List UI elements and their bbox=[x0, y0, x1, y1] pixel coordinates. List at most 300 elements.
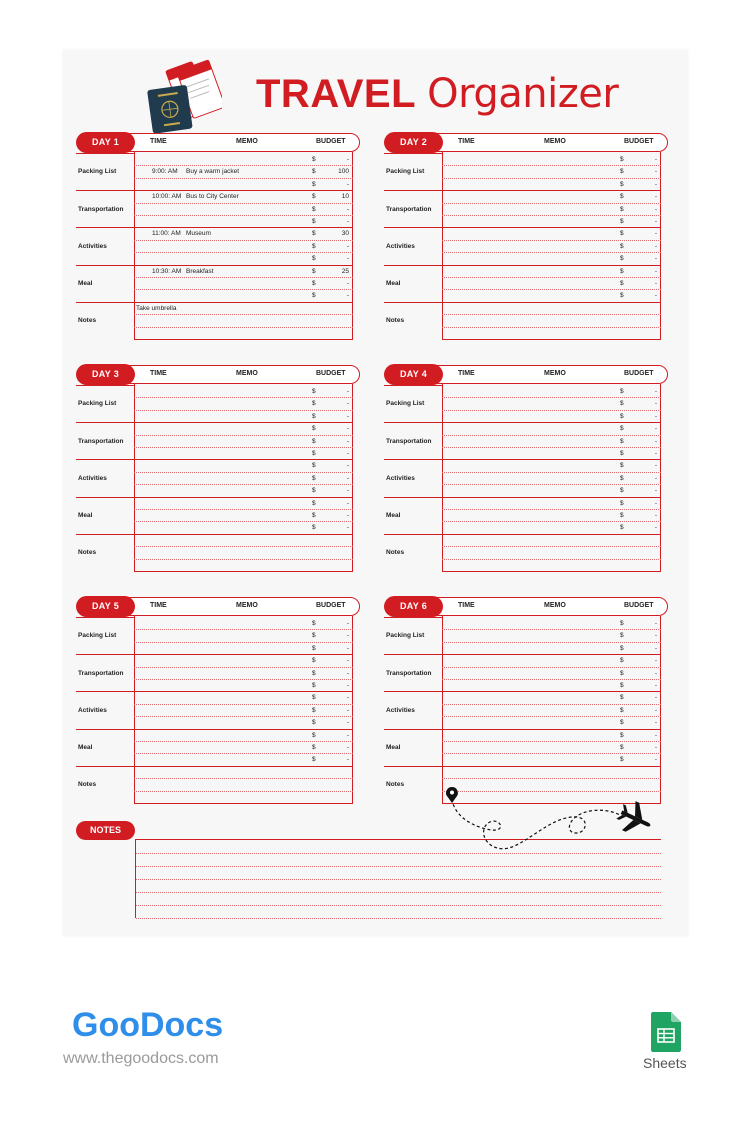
row-time: 9:00: AM bbox=[152, 168, 178, 176]
budget-row[interactable] bbox=[134, 485, 353, 497]
row-amount: - bbox=[654, 180, 657, 188]
day-note-row[interactable] bbox=[134, 560, 353, 572]
row-amount: - bbox=[654, 292, 657, 300]
day-header bbox=[76, 364, 360, 386]
row-amount: - bbox=[346, 280, 349, 287]
currency-symbol: $ bbox=[620, 255, 624, 263]
category-label: Meal bbox=[78, 280, 93, 287]
category-divider bbox=[76, 691, 134, 692]
budget-row[interactable] bbox=[134, 266, 353, 278]
currency-symbol: $ bbox=[620, 731, 624, 739]
site-url[interactable]: www.thegoodocs.com bbox=[63, 1050, 219, 1067]
row-amount: - bbox=[346, 682, 349, 689]
category-divider bbox=[384, 265, 442, 266]
budget-column-header: BUDGET bbox=[316, 370, 346, 377]
budget-row[interactable] bbox=[442, 436, 661, 448]
category-label: Notes bbox=[78, 781, 97, 789]
day-note-row[interactable] bbox=[442, 328, 661, 340]
currency-symbol: $ bbox=[312, 462, 316, 470]
row-amount: - bbox=[346, 499, 349, 507]
budget-row[interactable] bbox=[134, 241, 353, 253]
category-label: Notes bbox=[386, 549, 405, 557]
budget-row[interactable] bbox=[442, 730, 661, 742]
notes-section-label: NOTES bbox=[76, 821, 135, 840]
currency-symbol: $ bbox=[312, 267, 316, 275]
currency-symbol: $ bbox=[620, 168, 624, 176]
row-amount: - bbox=[654, 632, 657, 640]
currency-symbol: $ bbox=[312, 657, 316, 665]
row-amount: - bbox=[654, 437, 657, 445]
currency-symbol: $ bbox=[312, 524, 316, 532]
budget-row[interactable] bbox=[442, 278, 661, 290]
notes-line[interactable] bbox=[136, 879, 661, 880]
notes-line[interactable] bbox=[136, 866, 661, 867]
row-amount: - bbox=[346, 620, 349, 627]
day-header bbox=[384, 596, 668, 618]
category-label: Transportation bbox=[386, 437, 432, 445]
budget-row[interactable] bbox=[442, 692, 661, 704]
currency-symbol: $ bbox=[312, 205, 316, 213]
budget-row[interactable] bbox=[442, 498, 661, 510]
currency-symbol: $ bbox=[620, 156, 624, 163]
budget-row[interactable] bbox=[134, 717, 353, 729]
budget-row[interactable] bbox=[134, 179, 353, 191]
row-amount: - bbox=[346, 719, 349, 727]
currency-symbol: $ bbox=[312, 694, 316, 702]
budget-row[interactable] bbox=[442, 717, 661, 729]
budget-row[interactable] bbox=[134, 278, 353, 290]
day-header bbox=[384, 132, 668, 154]
budget-row[interactable] bbox=[442, 680, 661, 692]
row-amount: - bbox=[346, 156, 349, 163]
row-amount: - bbox=[346, 292, 349, 300]
category-label: Transportation bbox=[386, 205, 432, 213]
category-label: Meal bbox=[386, 512, 401, 519]
category-divider bbox=[384, 766, 442, 767]
currency-symbol: $ bbox=[312, 292, 316, 300]
budget-row[interactable] bbox=[442, 485, 661, 497]
budget-row[interactable] bbox=[442, 154, 661, 166]
currency-symbol: $ bbox=[620, 193, 624, 201]
budget-row[interactable] bbox=[442, 398, 661, 410]
day-block bbox=[384, 364, 668, 572]
category-divider bbox=[76, 422, 134, 423]
currency-symbol: $ bbox=[620, 499, 624, 507]
category-divider bbox=[384, 227, 442, 228]
budget-row[interactable] bbox=[442, 668, 661, 680]
budget-row[interactable] bbox=[134, 436, 353, 448]
category-label: Meal bbox=[386, 280, 401, 287]
category-label: Packing List bbox=[78, 168, 117, 176]
category-divider bbox=[384, 729, 442, 730]
row-amount: - bbox=[654, 756, 657, 764]
budget-row[interactable] bbox=[134, 166, 353, 178]
row-amount: - bbox=[654, 694, 657, 702]
budget-row[interactable] bbox=[134, 630, 353, 642]
category-divider bbox=[76, 227, 134, 228]
category-divider bbox=[384, 459, 442, 460]
row-amount: - bbox=[654, 524, 657, 532]
day-block bbox=[76, 364, 360, 572]
currency-symbol: $ bbox=[620, 230, 624, 238]
category-label: Packing List bbox=[386, 400, 425, 408]
row-amount: - bbox=[654, 412, 657, 420]
currency-symbol: $ bbox=[620, 450, 624, 457]
currency-symbol: $ bbox=[312, 218, 316, 225]
day-note-row[interactable] bbox=[134, 315, 353, 327]
currency-symbol: $ bbox=[312, 400, 316, 408]
day-label: DAY 3 bbox=[76, 364, 135, 385]
currency-symbol: $ bbox=[620, 388, 624, 395]
goodocs-logo[interactable]: GooDocs bbox=[72, 1006, 224, 1044]
budget-row[interactable] bbox=[134, 742, 353, 754]
row-amount: - bbox=[346, 425, 349, 433]
day-note-text: Take umbrella bbox=[136, 304, 177, 312]
category-label: Notes bbox=[386, 317, 405, 325]
row-amount: - bbox=[654, 719, 657, 727]
currency-symbol: $ bbox=[312, 719, 316, 727]
day-note-row[interactable] bbox=[134, 535, 353, 547]
row-amount: - bbox=[654, 462, 657, 470]
budget-row[interactable] bbox=[134, 423, 353, 435]
day-note-row[interactable] bbox=[442, 560, 661, 572]
row-amount: - bbox=[654, 487, 657, 495]
currency-symbol: $ bbox=[312, 425, 316, 433]
row-amount: - bbox=[346, 512, 349, 519]
row-amount: - bbox=[346, 669, 349, 677]
currency-symbol: $ bbox=[620, 719, 624, 727]
currency-symbol: $ bbox=[312, 242, 316, 250]
memo-column-header: MEMO bbox=[544, 602, 566, 609]
sheets-label: Sheets bbox=[643, 1055, 687, 1071]
day-note-row[interactable] bbox=[134, 547, 353, 559]
budget-row[interactable] bbox=[442, 705, 661, 717]
day-label: DAY 2 bbox=[384, 132, 443, 153]
budget-row[interactable] bbox=[442, 241, 661, 253]
category-divider bbox=[384, 422, 442, 423]
page-title bbox=[256, 70, 618, 118]
day-header bbox=[76, 596, 360, 618]
budget-row[interactable] bbox=[134, 473, 353, 485]
day-note-row[interactable] bbox=[134, 779, 353, 791]
budget-row[interactable] bbox=[442, 228, 661, 240]
budget-row[interactable] bbox=[134, 655, 353, 667]
memo-column-header: MEMO bbox=[236, 370, 258, 377]
currency-symbol: $ bbox=[312, 620, 316, 627]
row-amount: - bbox=[346, 180, 349, 188]
category-label: Packing List bbox=[386, 632, 425, 640]
row-amount: - bbox=[346, 400, 349, 408]
category-divider bbox=[76, 729, 134, 730]
currency-symbol: $ bbox=[312, 168, 316, 176]
budget-row[interactable] bbox=[442, 643, 661, 655]
budget-row[interactable] bbox=[442, 510, 661, 522]
budget-row[interactable] bbox=[134, 705, 353, 717]
category-label: Transportation bbox=[78, 669, 124, 677]
title-light-part: Organizer bbox=[427, 71, 619, 117]
category-divider bbox=[384, 385, 442, 386]
budget-row[interactable] bbox=[134, 522, 353, 534]
day-note-row[interactable] bbox=[442, 303, 661, 315]
currency-symbol: $ bbox=[620, 462, 624, 470]
day-label: DAY 5 bbox=[76, 596, 135, 617]
day-note-row[interactable] bbox=[442, 535, 661, 547]
row-amount: - bbox=[654, 255, 657, 263]
day-block bbox=[76, 596, 360, 804]
currency-symbol: $ bbox=[620, 280, 624, 287]
budget-column-header: BUDGET bbox=[624, 602, 654, 609]
row-amount: - bbox=[654, 156, 657, 163]
row-amount: - bbox=[654, 744, 657, 751]
currency-symbol: $ bbox=[620, 437, 624, 445]
budget-row[interactable] bbox=[134, 668, 353, 680]
row-amount: - bbox=[346, 731, 349, 739]
row-amount: - bbox=[654, 474, 657, 482]
currency-symbol: $ bbox=[312, 744, 316, 751]
category-label: Activities bbox=[78, 706, 107, 714]
budget-row[interactable] bbox=[442, 191, 661, 203]
currency-symbol: $ bbox=[312, 499, 316, 507]
day-note-row[interactable] bbox=[134, 767, 353, 779]
time-column-header: TIME bbox=[458, 370, 475, 377]
day-note-row[interactable] bbox=[134, 328, 353, 340]
budget-row[interactable] bbox=[442, 423, 661, 435]
currency-symbol: $ bbox=[312, 280, 316, 287]
category-label: Meal bbox=[386, 744, 401, 751]
budget-row[interactable] bbox=[134, 216, 353, 228]
budget-row[interactable] bbox=[442, 522, 661, 534]
currency-symbol: $ bbox=[312, 682, 316, 689]
currency-symbol: $ bbox=[312, 669, 316, 677]
currency-symbol: $ bbox=[312, 487, 316, 495]
day-note-row[interactable] bbox=[134, 303, 353, 315]
row-amount: - bbox=[654, 242, 657, 250]
currency-symbol: $ bbox=[620, 474, 624, 482]
row-amount: - bbox=[654, 644, 657, 652]
budget-row[interactable] bbox=[134, 510, 353, 522]
category-label: Notes bbox=[78, 317, 97, 325]
day-note-row[interactable] bbox=[442, 547, 661, 559]
category-divider bbox=[76, 534, 134, 535]
day-label: DAY 4 bbox=[384, 364, 443, 385]
row-amount: - bbox=[346, 744, 349, 751]
currency-symbol: $ bbox=[620, 512, 624, 519]
category-divider bbox=[76, 265, 134, 266]
budget-row[interactable] bbox=[134, 754, 353, 766]
budget-row[interactable] bbox=[442, 618, 661, 630]
row-amount: - bbox=[346, 694, 349, 702]
row-amount: 30 bbox=[341, 230, 349, 238]
budget-row[interactable] bbox=[134, 154, 353, 166]
budget-row[interactable] bbox=[134, 730, 353, 742]
budget-row[interactable] bbox=[134, 618, 353, 630]
row-amount: - bbox=[346, 462, 349, 470]
row-amount: - bbox=[654, 230, 657, 238]
memo-column-header: MEMO bbox=[544, 370, 566, 377]
category-label: Activities bbox=[78, 242, 107, 250]
row-memo: Bus to City Center bbox=[186, 193, 239, 201]
row-amount: - bbox=[346, 388, 349, 395]
budget-row[interactable] bbox=[134, 290, 353, 302]
row-amount: - bbox=[654, 168, 657, 176]
day-note-row[interactable] bbox=[442, 767, 661, 779]
budget-row[interactable] bbox=[442, 290, 661, 302]
currency-symbol: $ bbox=[620, 706, 624, 714]
row-memo: Museum bbox=[186, 230, 211, 238]
day-header bbox=[76, 132, 360, 154]
budget-row[interactable] bbox=[134, 253, 353, 265]
row-amount: - bbox=[654, 425, 657, 433]
category-label: Transportation bbox=[78, 205, 124, 213]
category-label: Activities bbox=[386, 474, 415, 482]
category-divider bbox=[76, 385, 134, 386]
category-divider bbox=[76, 654, 134, 655]
budget-row[interactable] bbox=[442, 411, 661, 423]
budget-row[interactable] bbox=[442, 253, 661, 265]
day-header bbox=[384, 364, 668, 386]
budget-row[interactable] bbox=[442, 179, 661, 191]
row-amount: - bbox=[654, 388, 657, 395]
row-amount: - bbox=[346, 487, 349, 495]
budget-row[interactable] bbox=[442, 754, 661, 766]
currency-symbol: $ bbox=[620, 669, 624, 677]
budget-row[interactable] bbox=[134, 191, 353, 203]
row-amount: - bbox=[346, 632, 349, 640]
budget-row[interactable] bbox=[134, 460, 353, 472]
google-sheets-icon[interactable] bbox=[651, 1012, 681, 1052]
budget-column-header: BUDGET bbox=[624, 370, 654, 377]
currency-symbol: $ bbox=[620, 400, 624, 408]
category-label: Transportation bbox=[78, 437, 124, 445]
budget-row[interactable] bbox=[134, 692, 353, 704]
row-amount: - bbox=[654, 669, 657, 677]
budget-row[interactable] bbox=[442, 266, 661, 278]
budget-row[interactable] bbox=[134, 498, 353, 510]
row-amount: - bbox=[346, 644, 349, 652]
row-amount: - bbox=[654, 400, 657, 408]
budget-row[interactable] bbox=[134, 386, 353, 398]
row-amount: - bbox=[346, 205, 349, 213]
row-amount: - bbox=[346, 218, 349, 225]
budget-row[interactable] bbox=[442, 460, 661, 472]
budget-row[interactable] bbox=[442, 216, 661, 228]
budget-row[interactable] bbox=[442, 204, 661, 216]
currency-symbol: $ bbox=[620, 744, 624, 751]
budget-row[interactable] bbox=[442, 166, 661, 178]
row-amount: 25 bbox=[341, 267, 349, 275]
category-label: Packing List bbox=[78, 400, 117, 408]
currency-symbol: $ bbox=[620, 682, 624, 689]
row-amount: - bbox=[654, 512, 657, 519]
title-bold-part: TRAVEL bbox=[256, 72, 417, 116]
budget-row[interactable] bbox=[442, 448, 661, 460]
row-amount: - bbox=[654, 205, 657, 213]
currency-symbol: $ bbox=[312, 388, 316, 395]
day-note-row[interactable] bbox=[442, 315, 661, 327]
category-divider bbox=[76, 766, 134, 767]
budget-row[interactable] bbox=[134, 228, 353, 240]
notes-line[interactable] bbox=[136, 918, 661, 919]
row-amount: - bbox=[654, 731, 657, 739]
budget-row[interactable] bbox=[442, 742, 661, 754]
category-divider bbox=[76, 617, 134, 618]
currency-symbol: $ bbox=[620, 644, 624, 652]
time-column-header: TIME bbox=[458, 602, 475, 609]
currency-symbol: $ bbox=[620, 267, 624, 275]
row-memo: Buy a warm jacket bbox=[186, 168, 240, 176]
day-block bbox=[384, 596, 668, 804]
row-amount: - bbox=[346, 706, 349, 714]
budget-row[interactable] bbox=[442, 630, 661, 642]
time-column-header: TIME bbox=[150, 138, 167, 145]
currency-symbol: $ bbox=[620, 487, 624, 495]
row-amount: - bbox=[654, 499, 657, 507]
currency-symbol: $ bbox=[312, 644, 316, 652]
time-column-header: TIME bbox=[458, 138, 475, 145]
category-divider bbox=[76, 153, 134, 154]
category-label: Notes bbox=[386, 781, 405, 789]
row-amount: - bbox=[654, 218, 657, 225]
day-note-row[interactable] bbox=[134, 792, 353, 804]
notes-line[interactable] bbox=[136, 905, 661, 906]
budget-row[interactable] bbox=[134, 643, 353, 655]
row-time: 10:30: AM bbox=[152, 267, 182, 275]
category-divider bbox=[384, 302, 442, 303]
budget-row[interactable] bbox=[134, 680, 353, 692]
currency-symbol: $ bbox=[620, 756, 624, 764]
budget-column-header: BUDGET bbox=[316, 602, 346, 609]
row-amount: - bbox=[654, 620, 657, 627]
row-amount: - bbox=[346, 756, 349, 764]
budget-row[interactable] bbox=[442, 473, 661, 485]
currency-symbol: $ bbox=[312, 180, 316, 188]
row-amount: - bbox=[654, 193, 657, 201]
row-amount: - bbox=[654, 280, 657, 287]
notes-line[interactable] bbox=[136, 892, 661, 893]
row-amount: - bbox=[346, 474, 349, 482]
category-divider bbox=[76, 302, 134, 303]
currency-symbol: $ bbox=[620, 292, 624, 300]
currency-symbol: $ bbox=[620, 657, 624, 665]
category-label: Notes bbox=[78, 549, 97, 557]
budget-row[interactable] bbox=[442, 386, 661, 398]
row-amount: - bbox=[346, 437, 349, 445]
row-amount: - bbox=[654, 682, 657, 689]
category-divider bbox=[384, 497, 442, 498]
budget-row[interactable] bbox=[442, 655, 661, 667]
currency-symbol: $ bbox=[312, 450, 316, 457]
currency-symbol: $ bbox=[312, 706, 316, 714]
budget-row[interactable] bbox=[134, 411, 353, 423]
category-divider bbox=[384, 691, 442, 692]
passport-tickets-icon bbox=[142, 55, 222, 137]
budget-row[interactable] bbox=[134, 204, 353, 216]
category-label: Meal bbox=[78, 512, 93, 519]
row-amount: - bbox=[346, 242, 349, 250]
row-amount: 10 bbox=[341, 193, 349, 201]
budget-row[interactable] bbox=[134, 398, 353, 410]
memo-column-header: MEMO bbox=[236, 602, 258, 609]
category-label: Packing List bbox=[78, 632, 117, 640]
day-block bbox=[76, 132, 360, 340]
budget-row[interactable] bbox=[134, 448, 353, 460]
row-amount: - bbox=[346, 450, 349, 457]
category-label: Activities bbox=[78, 474, 107, 482]
day-block bbox=[384, 132, 668, 340]
memo-column-header: MEMO bbox=[544, 138, 566, 145]
currency-symbol: $ bbox=[312, 255, 316, 263]
currency-symbol: $ bbox=[620, 180, 624, 188]
